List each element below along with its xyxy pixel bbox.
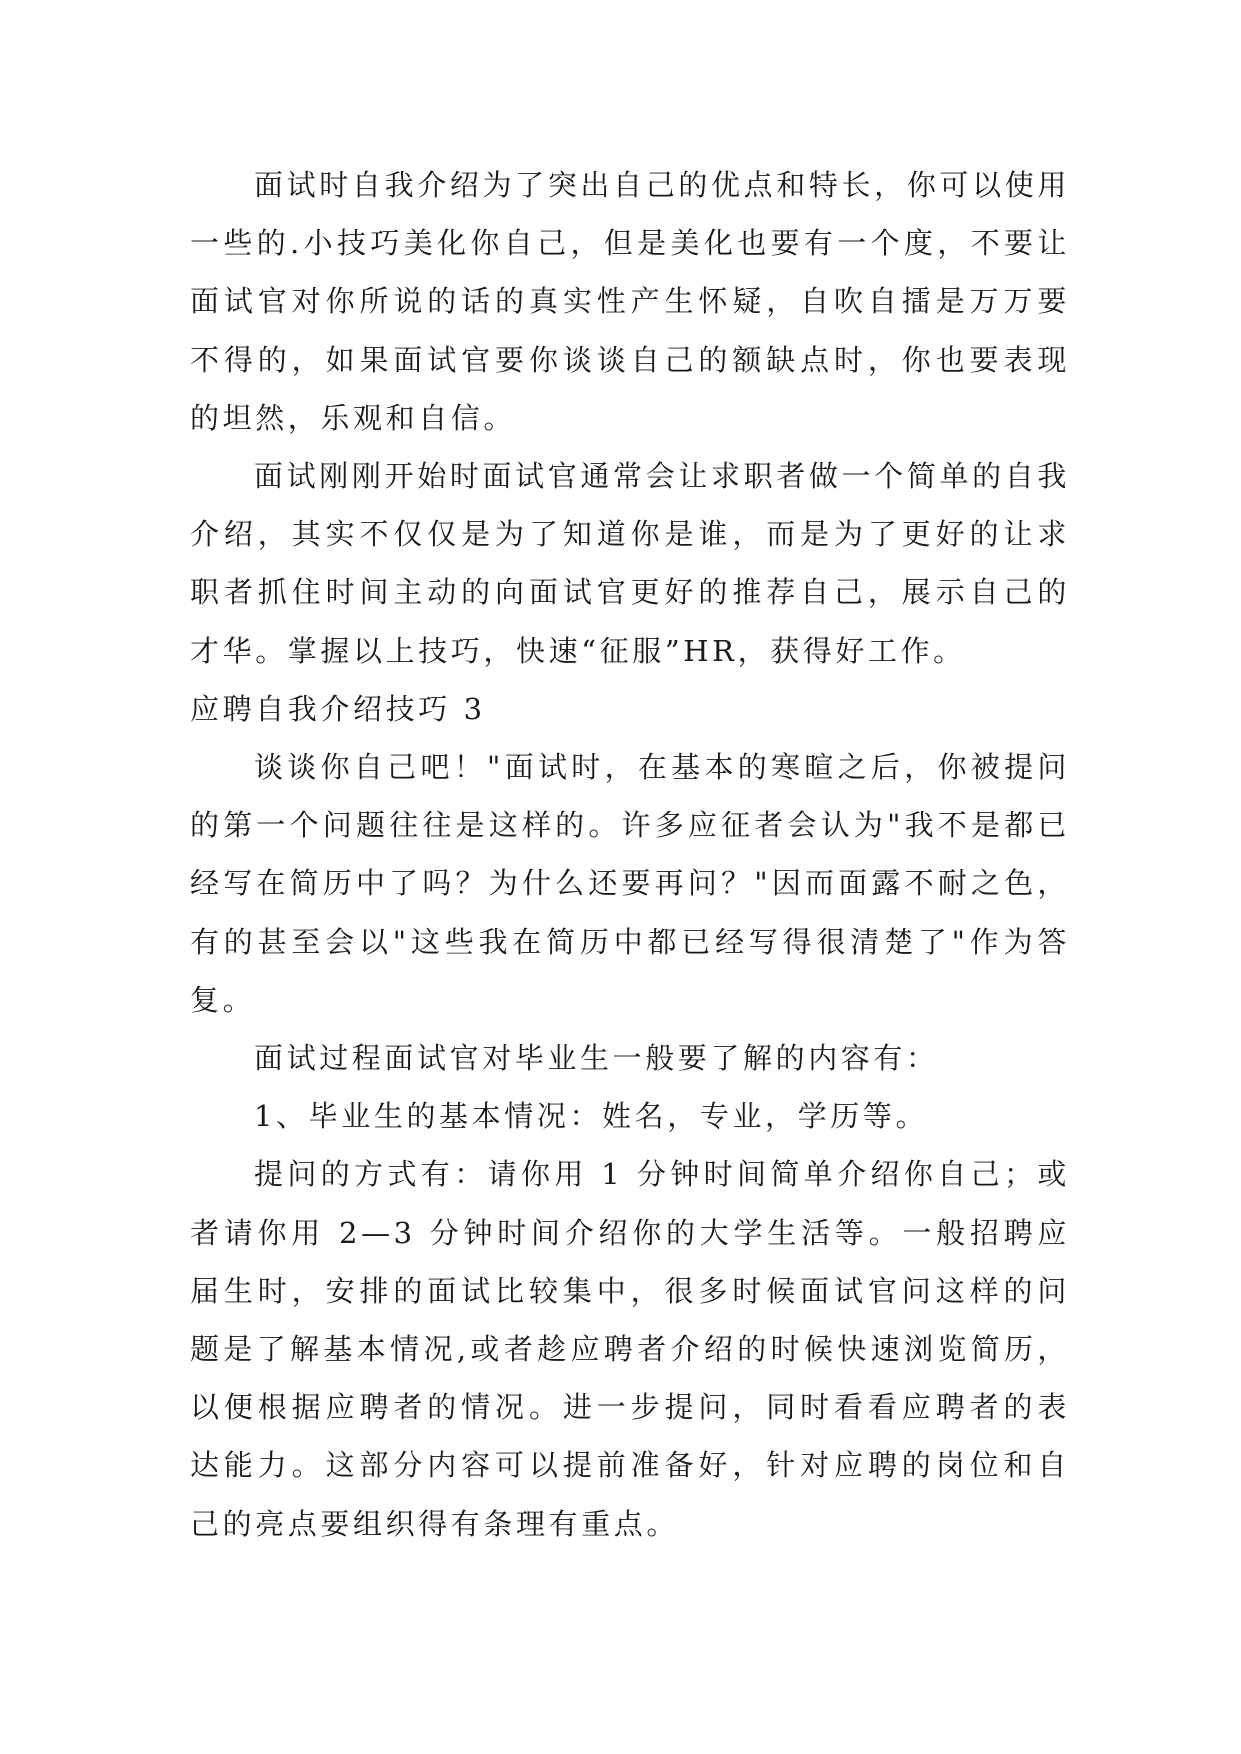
paragraph-self-intro-tips: 面试时自我介绍为了突出自己的优点和特长，你可以使用一些的.小技巧美化你自己，但是美化也要有一个度，不要让面试官对你所说的话的真实性产生怀疑，自吹自擂是万万要不得的，如果面试官要你谈谈自己的额缺点时，你也要表现的坦然，乐观和自信。	[190, 168, 1070, 435]
paragraph-interview-content: 面试过程面试官对毕业生一般要了解的内容有：	[254, 1041, 939, 1076]
paragraph-basic-info: 1、毕业生的基本情况：姓名，专业，学历等。	[254, 1099, 929, 1134]
paragraph-interview-start: 面试刚刚开始时面试官通常会让求职者做一个简单的自我介绍，其实不仅仅是为了知道你是谁，而是为了更好的让求职者抓住时间主动的向面试官更好的推荐自己，展示自己的才华。掌握以上技巧，快速“征服”HR，获得好工作。	[190, 459, 1070, 668]
section-heading: 应聘自我介绍技巧 3	[190, 691, 486, 726]
paragraph-tell-about-yourself: 谈谈你自己吧！"面试时，在基本的寒暄之后，你被提问的第一个问题往往是这样的。许多应征者会认为"我不是都已经写在简历中了吗？为什么还要再问？"因而面露不耐之色，有的甚至会以"这些我在简历中都已经写得很清楚了"作为答复。	[190, 750, 1070, 1017]
document-body	[190, 156, 1070, 1553]
paragraph-question-format: 提问的方式有：请你用 1 分钟时间简单介绍你自己；或者请你用 2—3 分钟时间介绍你的大学生活等。一般招聘应届生时，安排的面试比较集中，很多时候面试官问这样的问题是了解基本情况,或者趁应聘者介绍的时候快速浏览简历，以便根据应聘者的情况。进一步提问，同时看看应聘者的表达能力。这部分内容可以提前准备好，针对应聘的岗位和自己的亮点要组织得有条理有重点。	[190, 1157, 1070, 1541]
